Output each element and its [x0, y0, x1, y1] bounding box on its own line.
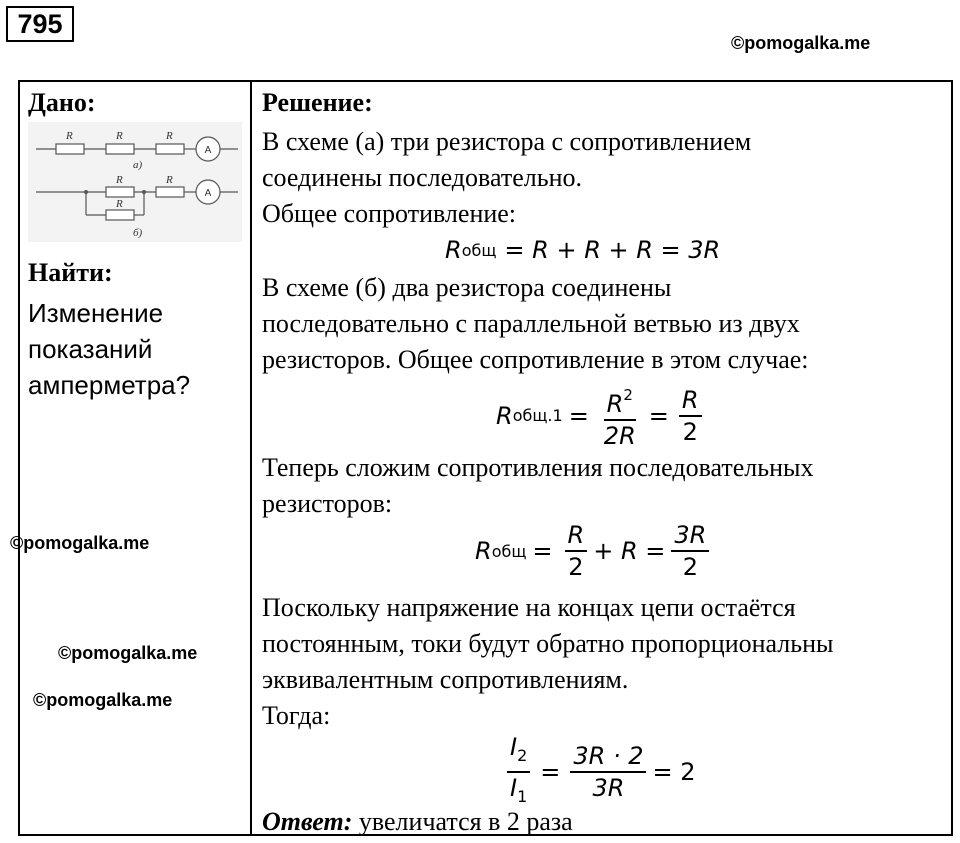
numerator: 3R	[671, 520, 709, 552]
junction-dot	[142, 190, 146, 194]
denominator: 3R	[592, 774, 625, 802]
numerator: R	[606, 390, 624, 418]
text-line: В схеме (б) два резистора соединены	[262, 273, 672, 302]
exponent: 2	[623, 386, 633, 404]
resistor-label: R	[116, 130, 123, 142]
find-line: показаний	[28, 334, 153, 364]
text-line: резисторов:	[262, 489, 393, 518]
formula-subscript: общ	[461, 240, 497, 260]
answer-text: увеличатся в 2 раза	[352, 807, 573, 836]
formula-subscript: общ.1	[512, 406, 563, 425]
resistor	[106, 210, 134, 220]
resistor	[156, 144, 184, 154]
text-line: последовательно с параллельной ветвью из двух	[262, 309, 800, 338]
text-line: Тогда:	[262, 701, 331, 730]
denominator: 2R	[603, 422, 636, 450]
watermark: ©pomogalka.me	[33, 690, 173, 710]
formula-total-b: R общ = $\frac{R}{2}$ + R = $\frac{3R}{2}$	[475, 520, 715, 582]
solution-paragraph-3	[262, 450, 813, 522]
formula-subscript: общ	[491, 541, 527, 561]
resistor	[106, 187, 134, 197]
circuit-label-b: б)	[133, 227, 143, 239]
find-line: амперметра?	[28, 370, 191, 400]
given-heading: Дано:	[28, 88, 96, 117]
fraction	[507, 732, 530, 812]
text-line: постоянным, токи будут обратно пропорциональны	[262, 629, 834, 658]
formula-current-ratio: $\frac{I_2}{I_1}$ = $\frac{3R \cdot 2}{3R}$ = 2	[501, 732, 696, 812]
denominator: I	[510, 774, 518, 802]
solution-paragraph-1	[262, 124, 751, 232]
resistor-label: R	[116, 198, 123, 210]
circuit-diagram	[28, 122, 242, 242]
formula-result: = 2	[652, 758, 696, 786]
formula-total-b-parallel: R общ.1 = $\frac{R^2}{2R}$ = $\frac{R}{2}$	[496, 380, 708, 451]
text-line: соединены последовательно.	[262, 163, 582, 192]
solution-heading: Решение:	[262, 88, 373, 117]
fraction	[601, 380, 639, 451]
text-line: Теперь сложим сопротивления последовательных	[262, 453, 814, 482]
watermark: ©pomogalka.me	[731, 33, 871, 53]
formula-total-a	[445, 232, 720, 268]
fraction	[570, 741, 646, 803]
text-line: В схеме (а) три резистора с сопротивлением	[262, 127, 752, 156]
junction-dot	[84, 190, 88, 194]
problem-number: 795	[6, 6, 74, 42]
formula-rhs: = R + R + R = 3R	[504, 236, 721, 264]
numerator: 3R · 2	[570, 741, 646, 773]
formula-symbol: R	[475, 537, 492, 565]
ammeter-label: A	[204, 145, 212, 156]
resistor	[56, 144, 84, 154]
denominator: 2	[568, 553, 584, 581]
watermark: ©pomogalka.me	[58, 643, 198, 663]
find-line: Изменение	[28, 298, 164, 328]
denominator: 2	[682, 417, 698, 446]
resistor	[156, 187, 184, 197]
resistor-label: R	[166, 130, 173, 142]
fraction	[671, 520, 709, 582]
text-line: резисторов. Общее сопротивление в этом случае:	[262, 345, 809, 374]
circuit-label-a: а)	[133, 159, 143, 171]
answer-label: Ответ:	[262, 807, 353, 836]
formula-symbol: R	[496, 401, 513, 430]
solution-table	[18, 80, 953, 836]
resistor-label: R	[166, 174, 173, 186]
text-line: Общее сопротивление:	[262, 199, 517, 228]
numerator: R	[679, 385, 702, 417]
solution-paragraph-4	[262, 590, 834, 734]
subscript: 1	[517, 787, 528, 806]
formula-middle: + R =	[593, 537, 666, 565]
denominator: 2	[682, 553, 698, 581]
text-line: эквивалентным сопротивлениям.	[262, 665, 629, 694]
fraction	[565, 520, 588, 582]
formula-symbol: R	[445, 236, 462, 264]
numerator: R	[565, 520, 588, 552]
numerator: I	[510, 733, 518, 761]
resistor-label: R	[66, 130, 73, 142]
find-heading: Найти:	[28, 258, 113, 287]
subscript: 2	[517, 746, 528, 765]
ammeter-label: A	[204, 188, 212, 199]
resistor	[106, 144, 134, 154]
answer-line	[262, 804, 573, 840]
solution-paragraph-2	[262, 270, 809, 378]
fraction	[679, 385, 702, 447]
resistor-label: R	[116, 174, 123, 186]
watermark: ©pomogalka.me	[10, 533, 150, 553]
column-divider	[250, 82, 252, 834]
text-line: Поскольку напряжение на концах цепи остаётся	[262, 593, 796, 622]
find-text	[28, 295, 238, 403]
